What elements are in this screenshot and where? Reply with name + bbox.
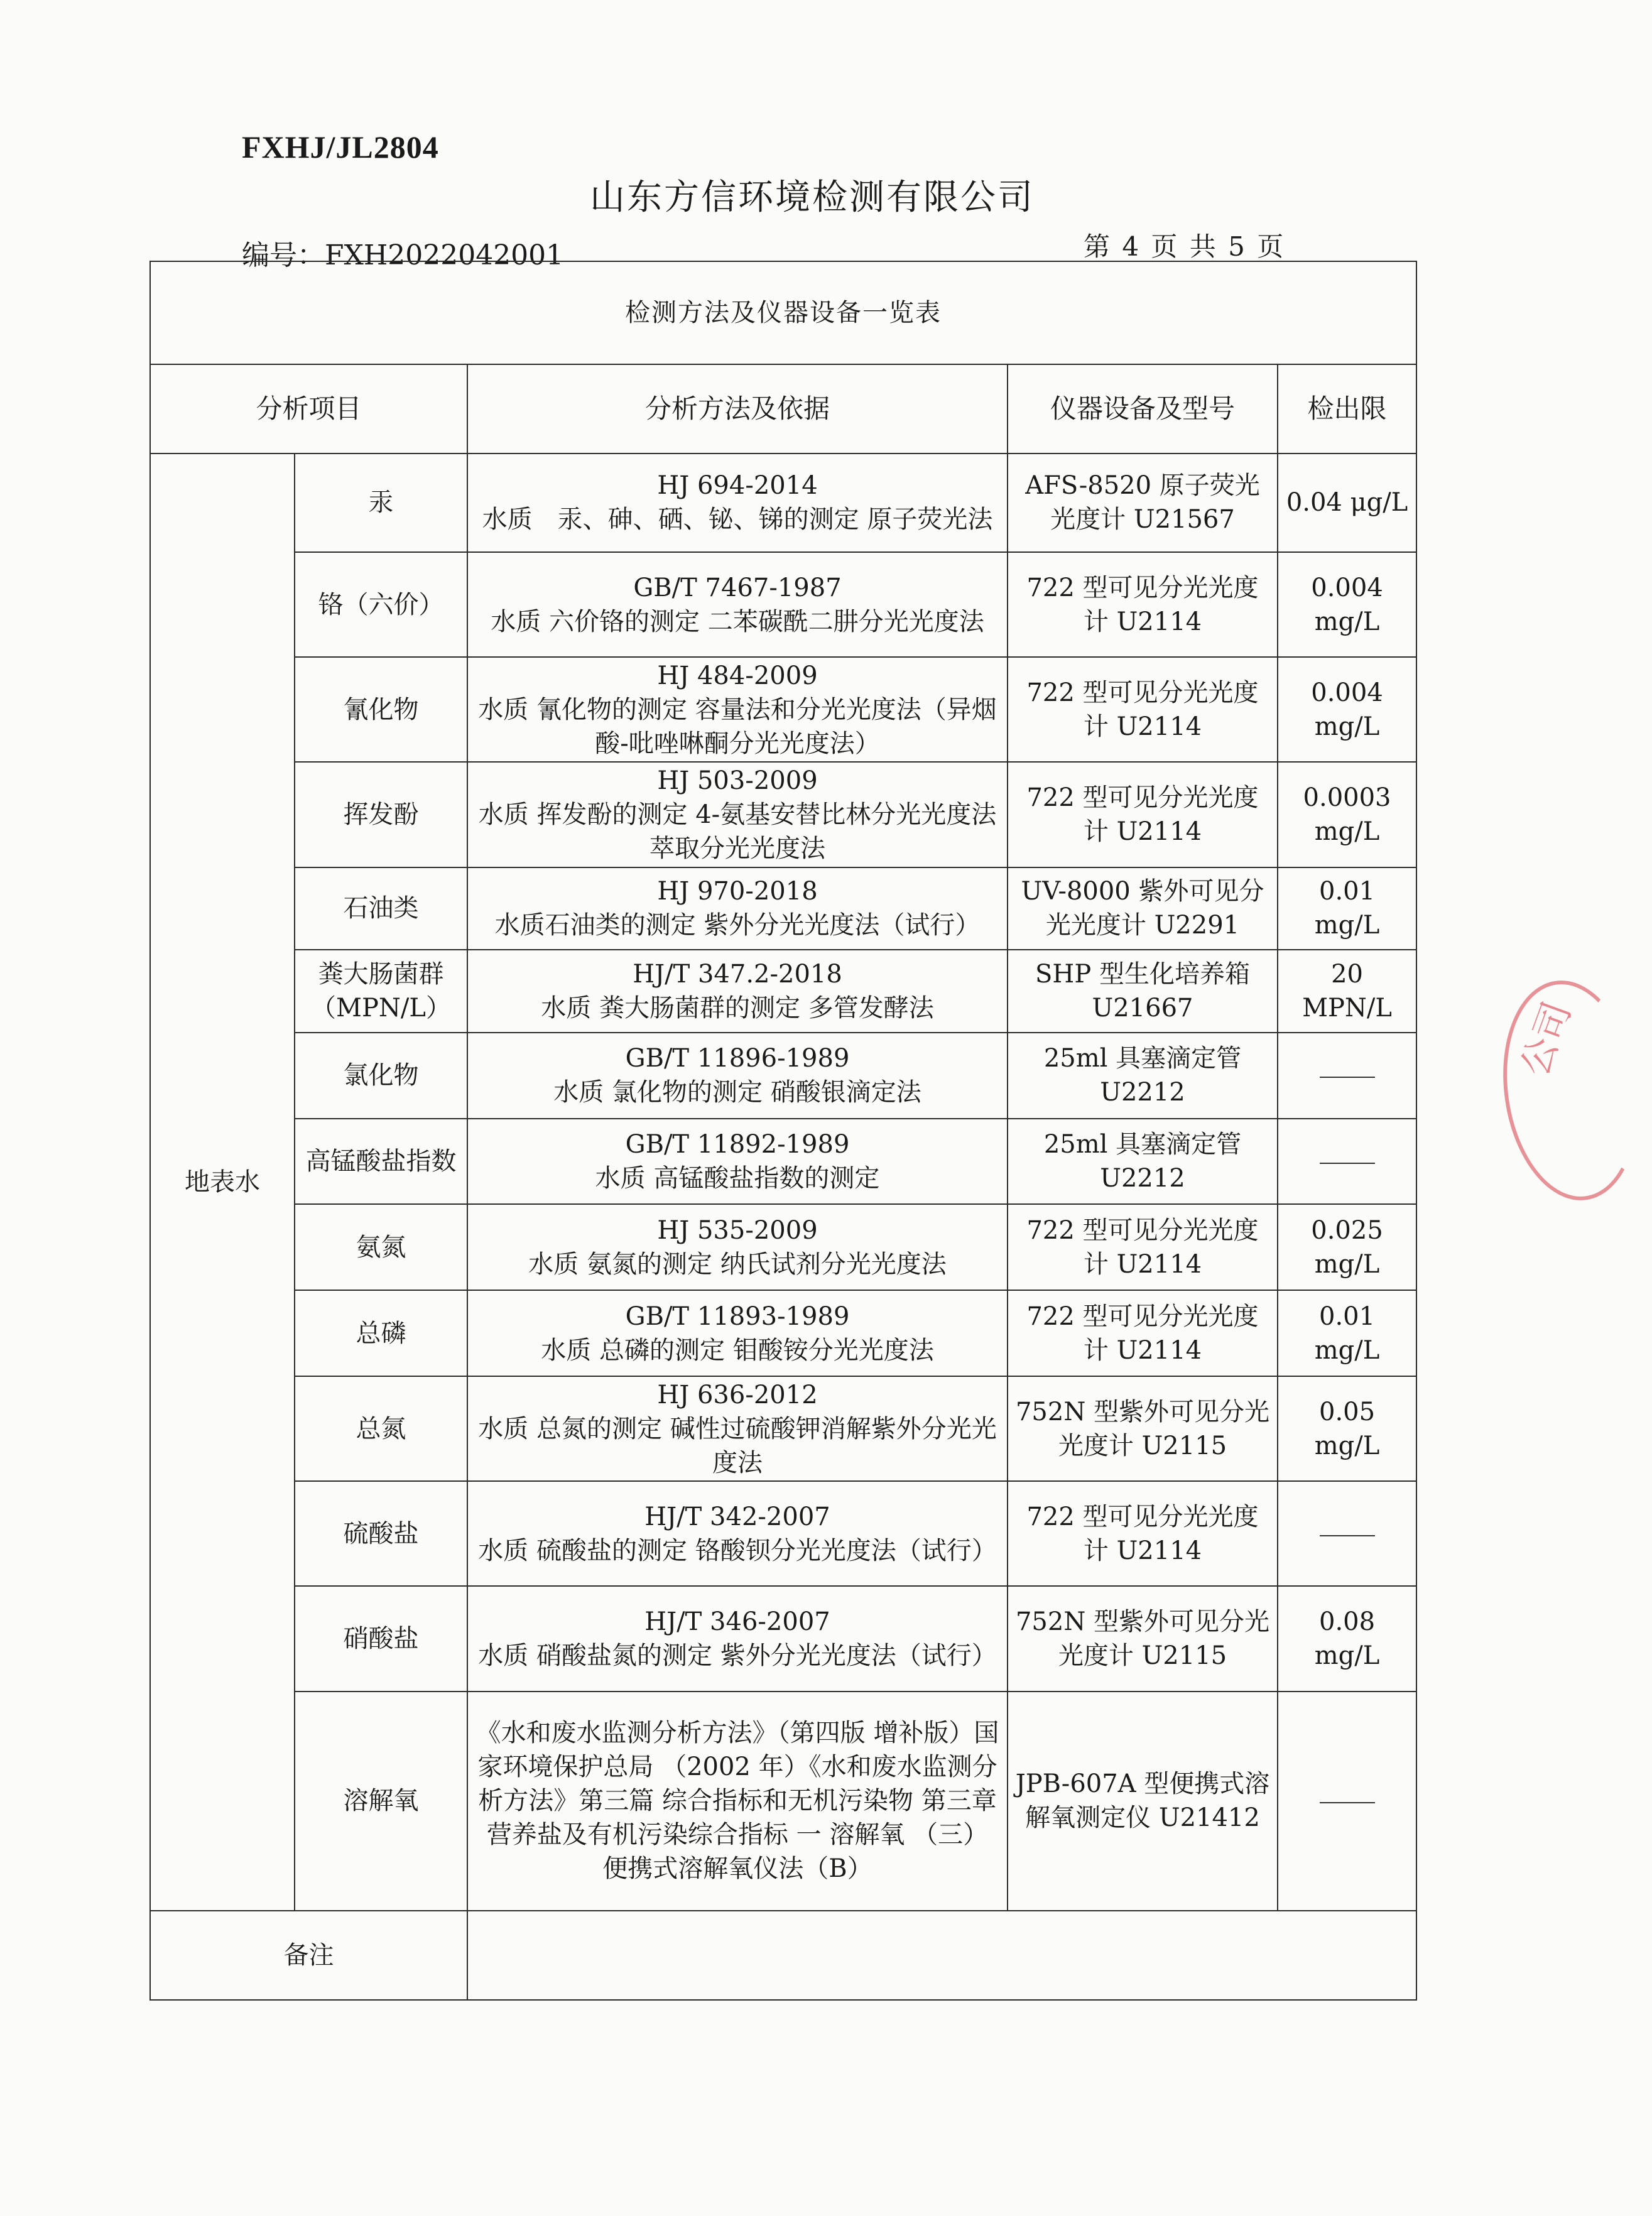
method-standard: HJ 970-2018	[657, 877, 818, 906]
col-header-instrument: 仪器设备及型号	[1008, 364, 1278, 454]
method-standard: HJ 535-2009	[657, 1215, 818, 1245]
method-cell	[467, 454, 1008, 552]
method-cell	[467, 1692, 1008, 1911]
table-row	[150, 1481, 1416, 1586]
item-cell: 高锰酸盐指数	[295, 1119, 467, 1205]
instrument-cell: AFS-8520 原子荧光光度计 U21567	[1008, 454, 1278, 552]
instrument-cell: 722 型可见分光光度计 U2114	[1008, 1481, 1278, 1586]
limit-cell: 0.04 μg/L	[1278, 454, 1416, 552]
table-header-row	[150, 364, 1416, 454]
method-description: 水质 总磷的测定 钼酸铵分光光度法	[541, 1335, 934, 1365]
limit-cell: 0.08 mg/L	[1278, 1586, 1416, 1691]
limit-cell	[1278, 1692, 1416, 1911]
item-cell: 硝酸盐	[295, 1586, 467, 1691]
item-cell: 氨氮	[295, 1204, 467, 1290]
method-cell	[467, 1481, 1008, 1586]
method-description: 水质 氯化物的测定 硝酸银滴定法	[553, 1078, 921, 1107]
item-cell: 氰化物	[295, 657, 467, 762]
table-row	[150, 552, 1416, 657]
method-description: 水质 氨氮的测定 纳氏试剂分光光度法	[528, 1249, 947, 1279]
method-description: 水质 总氮的测定 碱性过硫酸钾消解紫外分光光度法	[478, 1414, 997, 1477]
method-description: 《水和废水监测分析方法》（第四版 增补版）国家环境保护总局 （2002 年）《水和废水监测分析方法》第三篇 综合指标和无机污染物 第三章 营养盐及有机污染综合指标 一 溶解氧 （三） 便携式溶解氧仪法（B）	[475, 1719, 999, 1884]
item-cell: 粪大肠菌群（MPN/L）	[295, 950, 467, 1033]
col-header-item: 分析项目	[150, 364, 467, 454]
method-standard: HJ/T 347.2-2018	[633, 960, 842, 989]
table-row	[150, 1376, 1416, 1481]
method-description: 水质 挥发酚的测定 4-氨基安替比林分光光度法 萃取分光光度法	[478, 800, 997, 863]
item-cell: 汞	[295, 454, 467, 552]
item-cell: 氯化物	[295, 1033, 467, 1119]
category-cell: 地表水	[150, 454, 295, 1911]
item-cell: 总氮	[295, 1376, 467, 1481]
item-cell: 总磷	[295, 1290, 467, 1376]
method-description: 水质 氰化物的测定 容量法和分光光度法（异烟酸-吡唑啉酮分光光度法）	[478, 695, 997, 758]
method-description: 水质 粪大肠菌群的测定 多管发酵法	[541, 994, 934, 1023]
method-description: 水质 硫酸盐的测定 铬酸钡分光光度法（试行）	[478, 1536, 997, 1565]
table-row	[150, 657, 1416, 762]
notes-row	[150, 1911, 1416, 2000]
methods-table	[149, 261, 1417, 2001]
method-cell	[467, 1204, 1008, 1290]
table-row	[150, 1033, 1416, 1119]
limit-cell: 0.01 mg/L	[1278, 867, 1416, 950]
instrument-cell: 722 型可见分光光度计 U2114	[1008, 657, 1278, 762]
limit-cell	[1278, 1481, 1416, 1586]
instrument-cell: JPB-607A 型便携式溶解氧测定仪 U21412	[1008, 1692, 1278, 1911]
instrument-cell: 722 型可见分光光度计 U2114	[1008, 762, 1278, 867]
instrument-cell: 752N 型紫外可见分光光度计 U2115	[1008, 1376, 1278, 1481]
method-cell	[467, 950, 1008, 1033]
limit-cell: 0.0003 mg/L	[1278, 762, 1416, 867]
item-cell: 铬（六价）	[295, 552, 467, 657]
notes-value	[467, 1911, 1416, 2000]
instrument-cell: SHP 型生化培养箱 U21667	[1008, 950, 1278, 1033]
empty-dash	[1320, 1077, 1375, 1078]
method-cell	[467, 1119, 1008, 1205]
table-row	[150, 1692, 1416, 1911]
limit-cell: 20 MPN/L	[1278, 950, 1416, 1033]
method-standard: HJ/T 342-2007	[644, 1502, 830, 1531]
item-cell: 硫酸盐	[295, 1481, 467, 1586]
method-standard: GB/T 7467-1987	[633, 573, 842, 602]
page-indicator: 第 4 页 共 5 页	[1084, 231, 1284, 262]
method-cell	[467, 552, 1008, 657]
limit-cell	[1278, 1033, 1416, 1119]
empty-dash	[1320, 1163, 1375, 1164]
instrument-cell: 25ml 具塞滴定管 U2212	[1008, 1033, 1278, 1119]
item-cell: 溶解氧	[295, 1692, 467, 1911]
table-title: 检测方法及仪器设备一览表	[150, 261, 1416, 364]
col-header-limit: 检出限	[1278, 364, 1416, 454]
instrument-cell: 722 型可见分光光度计 U2114	[1008, 1290, 1278, 1376]
method-cell	[467, 657, 1008, 762]
method-description: 水质石油类的测定 紫外分光光度法（试行）	[494, 911, 981, 940]
document-code: FXHJ/JL2804	[242, 129, 439, 165]
method-cell	[467, 762, 1008, 867]
method-description: 水质 汞、砷、硒、铋、锑的测定 原子荧光法	[482, 505, 993, 535]
table-row	[150, 762, 1416, 867]
method-cell	[467, 1376, 1008, 1481]
limit-cell	[1278, 1119, 1416, 1205]
item-cell: 挥发酚	[295, 762, 467, 867]
limit-cell: 0.004 mg/L	[1278, 552, 1416, 657]
limit-cell: 0.05 mg/L	[1278, 1376, 1416, 1481]
method-cell	[467, 1586, 1008, 1691]
col-header-method: 分析方法及依据	[467, 364, 1008, 454]
table-row	[150, 867, 1416, 950]
instrument-cell: 722 型可见分光光度计 U2114	[1008, 1204, 1278, 1290]
method-description: 水质 六价铬的测定 二苯碳酰二肼分光光度法	[491, 607, 984, 636]
method-standard: HJ 503-2009	[657, 766, 818, 795]
limit-cell: 0.025 mg/L	[1278, 1204, 1416, 1290]
table-row	[150, 1586, 1416, 1691]
table-row	[150, 1119, 1416, 1205]
company-seal-text: 公司	[1513, 996, 1580, 1082]
limit-cell: 0.01 mg/L	[1278, 1290, 1416, 1376]
method-standard: HJ 694-2014	[657, 471, 818, 501]
method-standard: HJ 484-2009	[657, 661, 818, 690]
method-standard: HJ/T 346-2007	[644, 1607, 830, 1636]
limit-cell: 0.004 mg/L	[1278, 657, 1416, 762]
instrument-cell: 752N 型紫外可见分光光度计 U2115	[1008, 1586, 1278, 1691]
table-row	[150, 950, 1416, 1033]
method-standard: HJ 636-2012	[657, 1380, 818, 1409]
table-row	[150, 1290, 1416, 1376]
method-cell	[467, 1033, 1008, 1119]
instrument-cell: 722 型可见分光光度计 U2114	[1008, 552, 1278, 657]
method-description: 水质 硝酸盐氮的测定 紫外分光光度法（试行）	[478, 1641, 997, 1670]
table-row	[150, 454, 1416, 552]
empty-dash	[1320, 1535, 1375, 1536]
method-standard: GB/T 11892-1989	[625, 1130, 850, 1160]
table-row	[150, 1204, 1416, 1290]
method-standard: GB/T 11893-1989	[625, 1301, 850, 1331]
method-standard: GB/T 11896-1989	[625, 1044, 850, 1073]
method-cell	[467, 1290, 1008, 1376]
empty-dash	[1320, 1802, 1375, 1803]
method-description: 水质 高锰酸盐指数的测定	[595, 1164, 880, 1193]
method-cell	[467, 867, 1008, 950]
report-number: 编号：FXH2022042001	[242, 239, 564, 271]
notes-label: 备注	[150, 1911, 467, 2000]
instrument-cell: 25ml 具塞滴定管 U2212	[1008, 1119, 1278, 1205]
company-name: 山东方信环境检测有限公司	[590, 177, 1035, 218]
item-cell: 石油类	[295, 867, 467, 950]
instrument-cell: UV-8000 紫外可见分光光度计 U2291	[1008, 867, 1278, 950]
